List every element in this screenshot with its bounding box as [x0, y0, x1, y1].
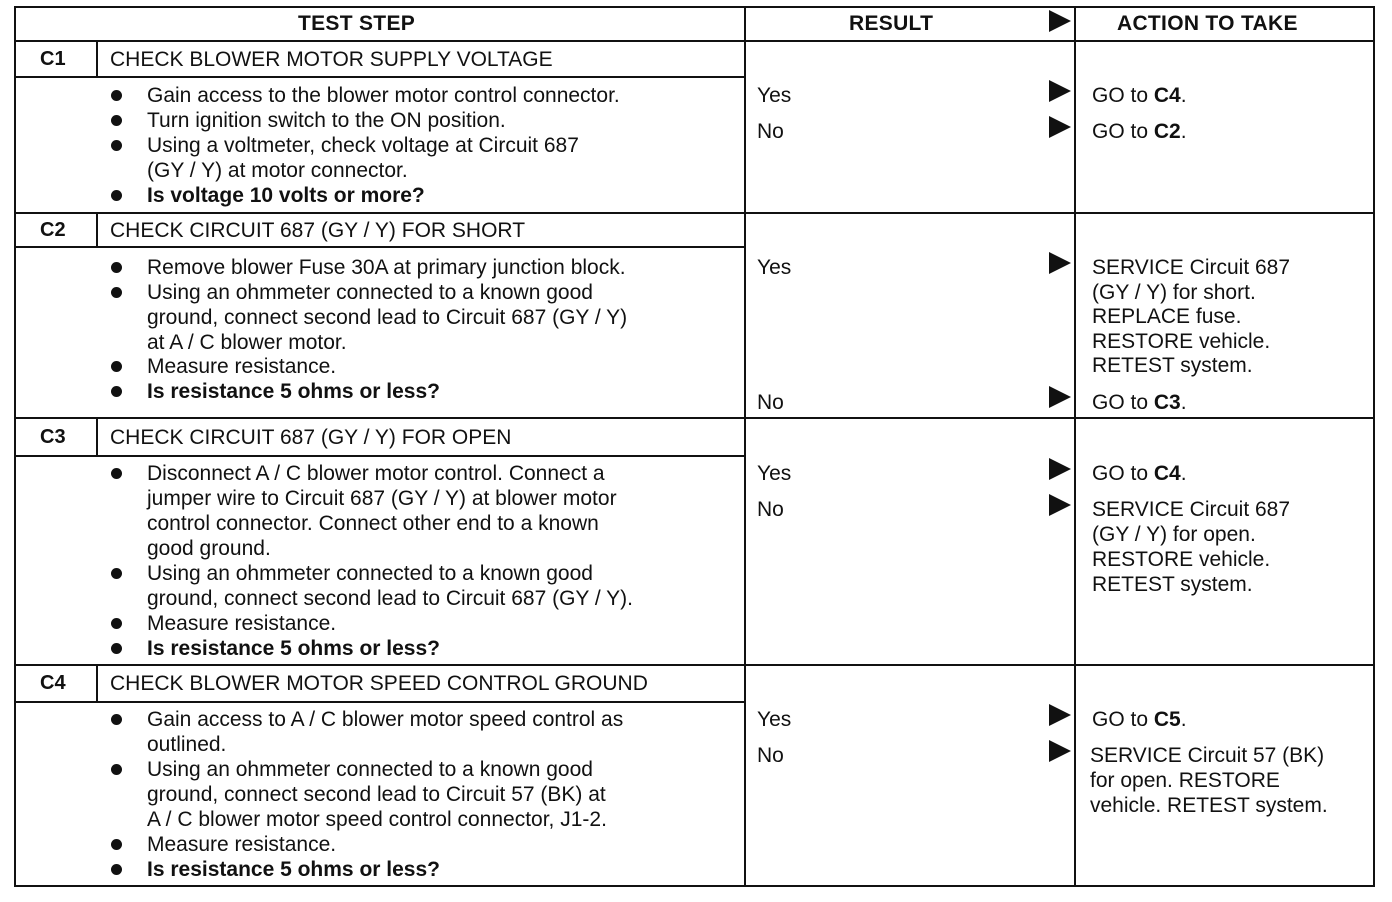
- table-border-top: [14, 6, 1375, 8]
- step-question: Is voltage 10 volts or more?: [147, 184, 425, 207]
- step-text: Disconnect A / C blower motor control. Connect a: [147, 462, 605, 485]
- action-c4-no-line: vehicle. RETEST system.: [1090, 794, 1328, 817]
- row-divider-c3: [14, 417, 1375, 419]
- header-divider: [14, 40, 1375, 42]
- step-title-c1: CHECK BLOWER MOTOR SUPPLY VOLTAGE: [110, 48, 553, 71]
- step-text: outlined.: [147, 733, 227, 756]
- table-border-right: [1373, 6, 1375, 887]
- step-id-c2: C2: [40, 219, 66, 241]
- step-title-c3: CHECK CIRCUIT 687 (GY / Y) FOR OPEN: [110, 426, 512, 449]
- bullet-icon: [111, 262, 122, 273]
- arrow-icon: [1049, 458, 1071, 480]
- bullet-icon: [111, 386, 122, 397]
- step-text: Using an ohmmeter connected to a known good: [147, 562, 593, 585]
- action-c3-no-line: SERVICE Circuit 687: [1092, 498, 1291, 521]
- result-no-c4: No: [757, 744, 784, 767]
- arrow-icon: [1049, 80, 1071, 102]
- result-no-c1: No: [757, 120, 784, 143]
- id-divider-c2: [96, 214, 98, 246]
- step-title-c4: CHECK BLOWER MOTOR SPEED CONTROL GROUND: [110, 672, 648, 695]
- action-c3-yes: GO to C4.: [1092, 462, 1187, 485]
- result-yes-c1: Yes: [757, 84, 792, 107]
- step-text: at A / C blower motor.: [147, 331, 347, 354]
- header-test-step: TEST STEP: [298, 12, 416, 35]
- bullet-icon: [111, 643, 122, 654]
- bullet-icon: [111, 714, 122, 725]
- step-text: Gain access to the blower motor control connector.: [147, 84, 620, 107]
- step-question: Is resistance 5 ohms or less?: [147, 858, 440, 881]
- action-c2-yes-line: RESTORE vehicle.: [1092, 330, 1271, 353]
- action-c2-yes-line: RETEST system.: [1092, 354, 1253, 377]
- result-yes-c3: Yes: [757, 462, 792, 485]
- action-c2-no: GO to C3.: [1092, 391, 1187, 414]
- action-column-divider: [1074, 6, 1076, 887]
- bullet-icon: [111, 190, 122, 201]
- step-text: Measure resistance.: [147, 355, 337, 378]
- bullet-icon: [111, 90, 122, 101]
- bullet-icon: [111, 764, 122, 775]
- id-divider-c4: [96, 666, 98, 701]
- step-text: Using a voltmeter, check voltage at Circuit 687: [147, 134, 579, 157]
- bullet-icon: [111, 568, 122, 579]
- step-text: ground, connect second lead to Circuit 687 (GY / Y).: [147, 587, 634, 610]
- bullet-icon: [111, 864, 122, 875]
- step-text: Gain access to A / C blower motor speed control as: [147, 708, 624, 731]
- action-c1-yes: GO to C4.: [1092, 84, 1187, 107]
- action-c2-yes-line: (GY / Y) for short.: [1092, 281, 1256, 304]
- step-text: ground, connect second lead to Circuit 57 (BK) at: [147, 783, 606, 806]
- step-id-c3: C3: [40, 426, 66, 448]
- arrow-icon: [1049, 252, 1071, 274]
- step-text: Using an ohmmeter connected to a known good: [147, 281, 593, 304]
- step-text: jumper wire to Circuit 687 (GY / Y) at blower motor: [147, 487, 617, 510]
- result-yes-c2: Yes: [757, 256, 792, 279]
- bullet-icon: [111, 618, 122, 629]
- bullet-icon: [111, 115, 122, 126]
- result-column-divider: [744, 6, 746, 887]
- title-underline-c3: [14, 455, 746, 457]
- action-c3-no-line: RETEST system.: [1092, 573, 1253, 596]
- bullet-icon: [111, 468, 122, 479]
- arrow-icon: [1049, 740, 1071, 762]
- table-border-bottom: [14, 885, 1375, 887]
- title-underline-c4: [14, 701, 746, 703]
- header-action-to-take: ACTION TO TAKE: [1117, 12, 1298, 35]
- row-divider-c2: [14, 212, 1375, 214]
- step-text: Remove blower Fuse 30A at primary junction block.: [147, 256, 626, 279]
- title-underline-c2: [14, 246, 746, 248]
- result-yes-c4: Yes: [757, 708, 792, 731]
- action-c1-no: GO to C2.: [1092, 120, 1187, 143]
- arrow-icon: [1049, 386, 1071, 408]
- arrow-icon: [1049, 116, 1071, 138]
- bullet-icon: [111, 839, 122, 850]
- action-c3-no-line: RESTORE vehicle.: [1092, 548, 1271, 571]
- table-border-left: [14, 6, 16, 887]
- action-c3-no-line: (GY / Y) for open.: [1092, 523, 1256, 546]
- header-result: RESULT: [849, 12, 934, 35]
- bullet-icon: [111, 287, 122, 298]
- action-c2-yes-line: REPLACE fuse.: [1092, 305, 1242, 328]
- result-no-c3: No: [757, 498, 784, 521]
- result-no-c2: No: [757, 391, 784, 414]
- title-underline-c1: [14, 76, 746, 78]
- step-text: control connector. Connect other end to a known: [147, 512, 599, 535]
- step-id-c1: C1: [40, 48, 66, 70]
- step-text: Measure resistance.: [147, 833, 337, 856]
- id-divider-c1: [96, 42, 98, 76]
- arrow-icon: [1049, 704, 1071, 726]
- step-title-c2: CHECK CIRCUIT 687 (GY / Y) FOR SHORT: [110, 219, 526, 242]
- header-arrow-icon: [1049, 10, 1071, 32]
- id-divider-c3: [96, 419, 98, 455]
- row-divider-c4: [14, 664, 1375, 666]
- step-text: (GY / Y) at motor connector.: [147, 159, 408, 182]
- step-id-c4: C4: [40, 672, 66, 694]
- step-text: Using an ohmmeter connected to a known good: [147, 758, 593, 781]
- action-c4-yes: GO to C5.: [1092, 708, 1187, 731]
- action-c2-yes-line: SERVICE Circuit 687: [1092, 256, 1291, 279]
- step-text: Measure resistance.: [147, 612, 337, 635]
- step-text: A / C blower motor speed control connector, J1-2.: [147, 808, 607, 831]
- step-text: ground, connect second lead to Circuit 687 (GY / Y): [147, 306, 628, 329]
- step-question: Is resistance 5 ohms or less?: [147, 380, 440, 403]
- action-c4-no-line: for open. RESTORE: [1090, 769, 1280, 792]
- action-c4-no-line: SERVICE Circuit 57 (BK): [1090, 744, 1325, 767]
- step-question: Is resistance 5 ohms or less?: [147, 637, 440, 660]
- arrow-icon: [1049, 494, 1071, 516]
- step-text: good ground.: [147, 537, 271, 560]
- step-text: Turn ignition switch to the ON position.: [147, 109, 506, 132]
- bullet-icon: [111, 140, 122, 151]
- bullet-icon: [111, 361, 122, 372]
